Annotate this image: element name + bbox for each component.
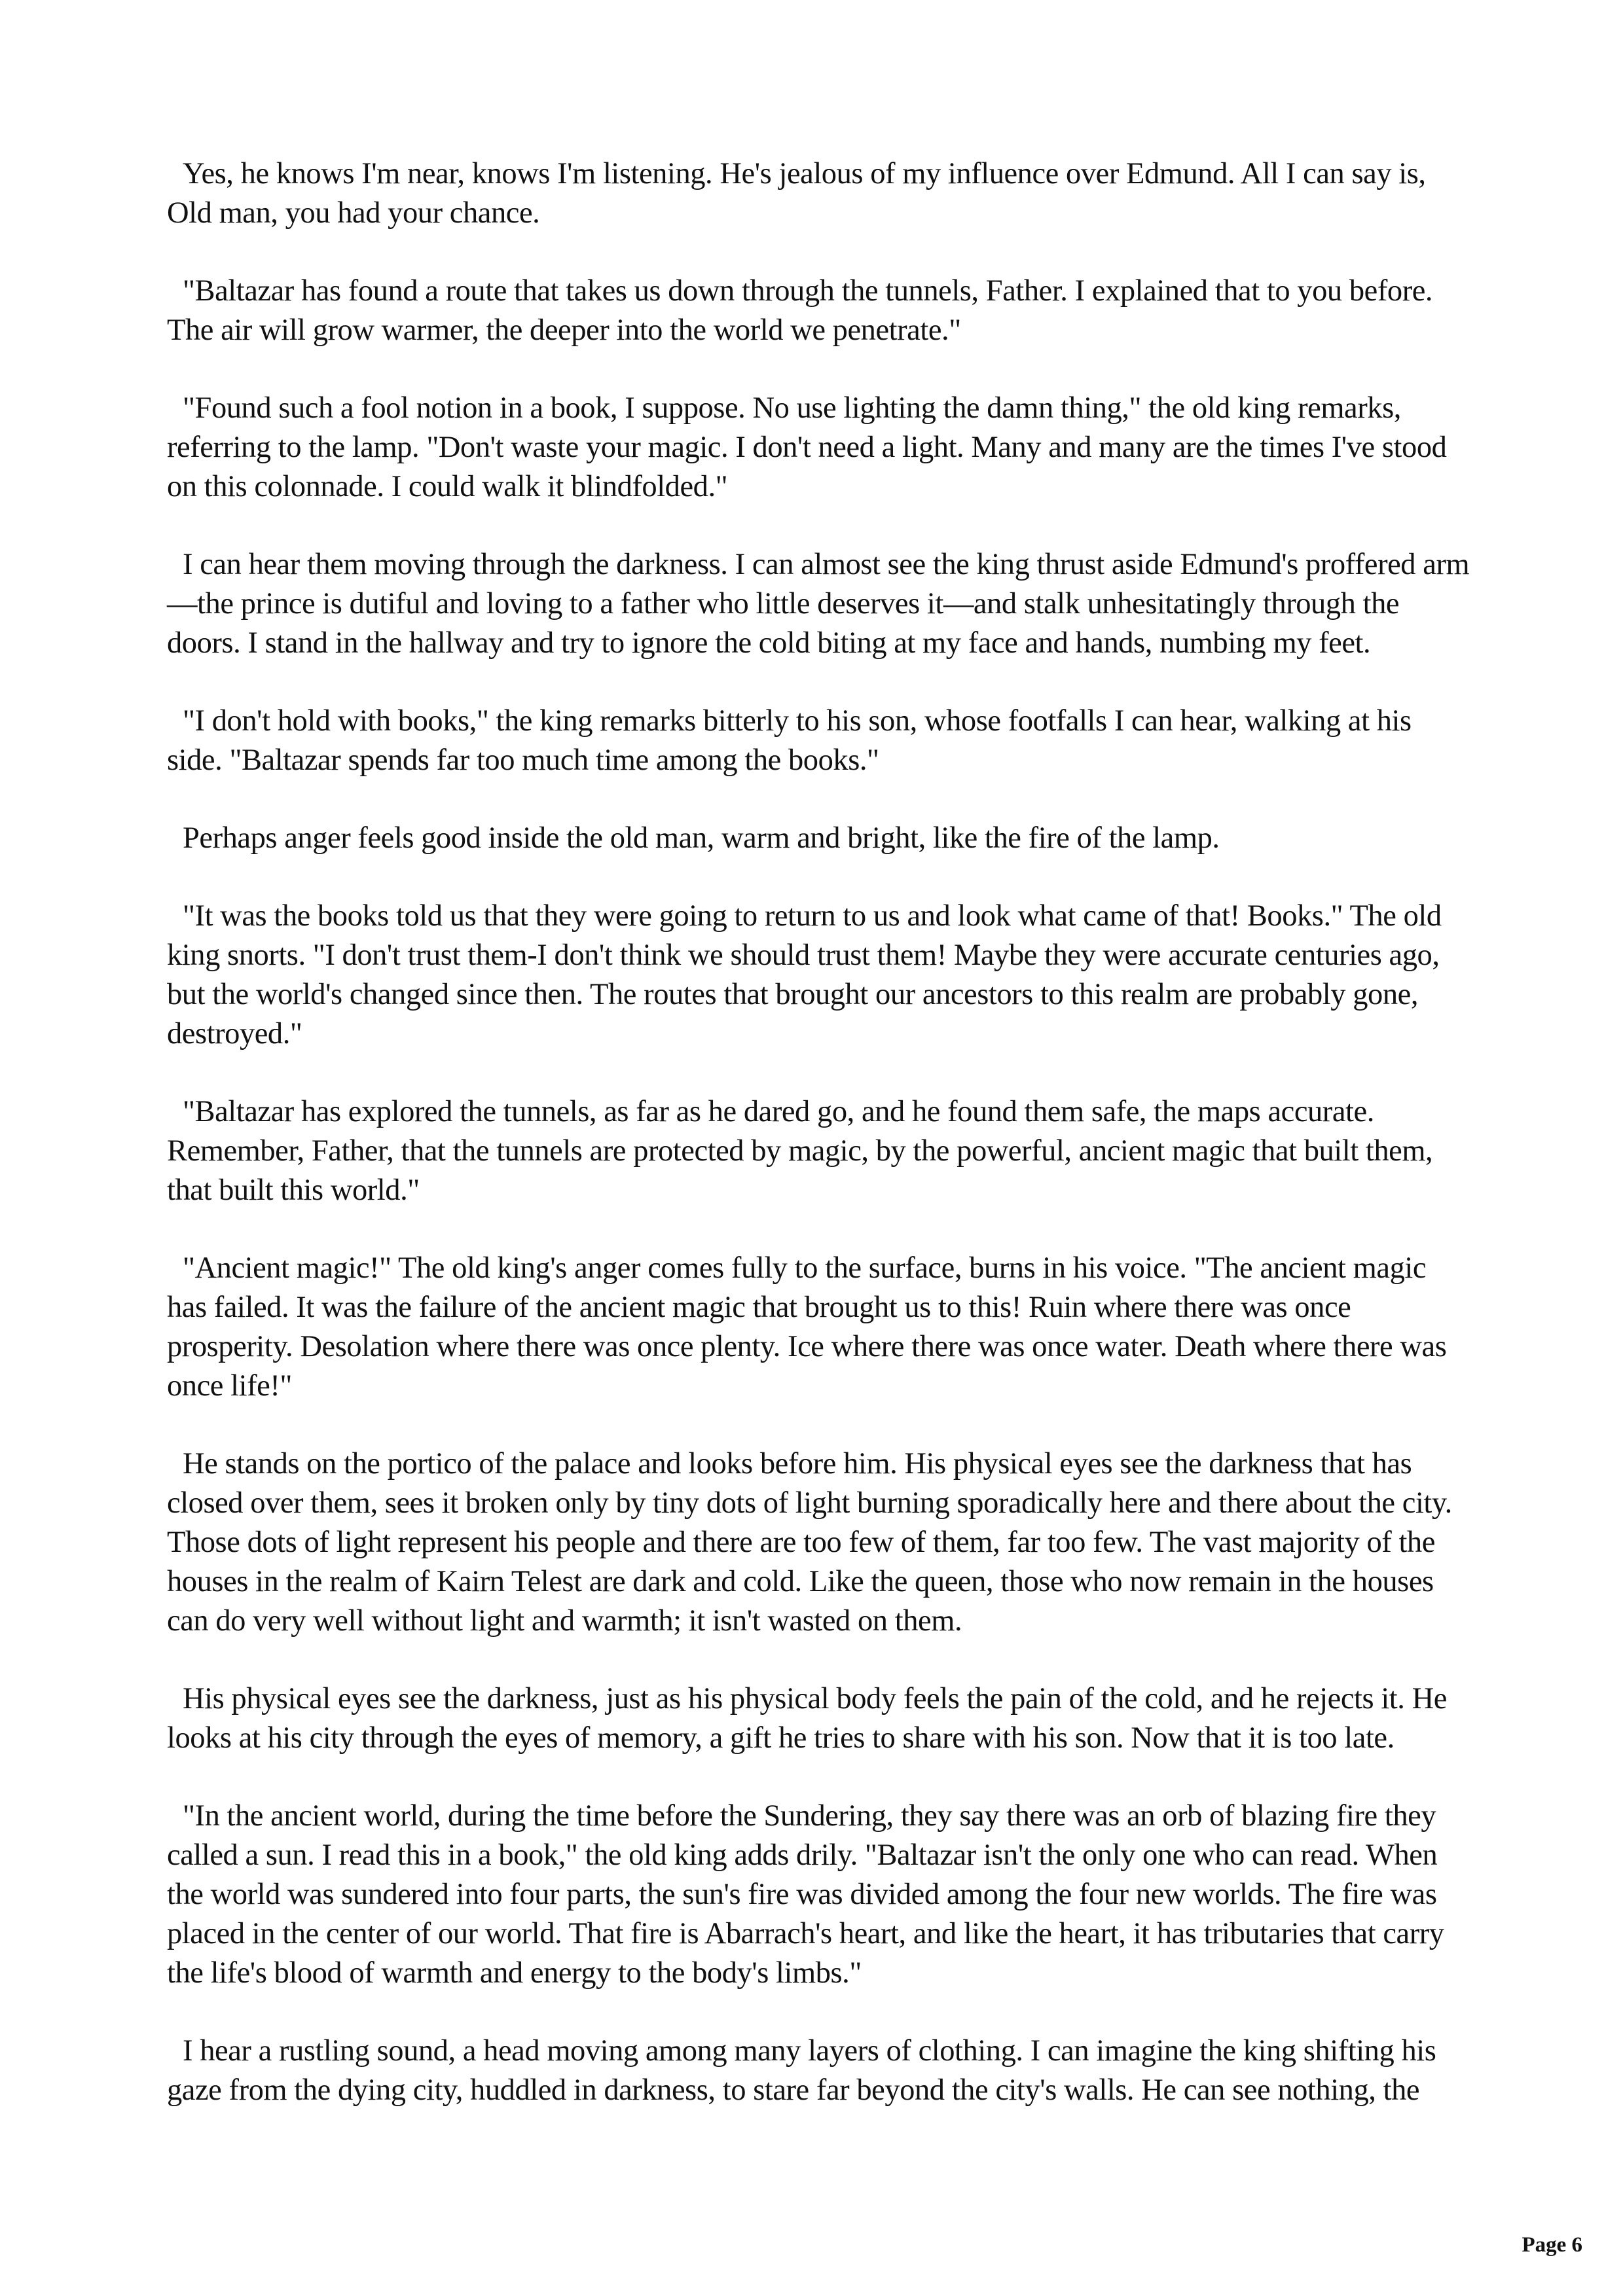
paragraph-6: Perhaps anger feels good inside the old man, warm and bright, like the fire of the lamp. bbox=[183, 821, 1220, 855]
paragraph-2: "Baltazar has found a route that takes us down through the tunnels, Father. I explained that to you before. The air will grow warmer, the deeper into the world we penetrate." bbox=[167, 274, 1433, 347]
paragraph-11: His physical eyes see the darkness, just as his physical body feels the pain of the cold, and he rejects it. He looks at his city through the eyes of memory, a gift he tries to share with his son. Now that it is too late. bbox=[167, 1682, 1447, 1755]
paragraph-8: "Baltazar has explored the tunnels, as far as he dared go, and he found them safe, the maps accurate. Remember, Father, that the tunnels are protected by magic, by the powerful, ancient magic that built them, that built this world." bbox=[167, 1095, 1433, 1207]
paragraph-1: Yes, he knows I'm near, knows I'm listening. He's jealous of my influence over Edmund. All I can say is, Old man, you had your chance. bbox=[167, 157, 1426, 230]
paragraph-9: "Ancient magic!" The old king's anger comes fully to the surface, burns in his voice. "The ancient magic has failed. It was the failure of the ancient magic that brought us to this! Ruin where there was once prosperity. Desolation where there was once plenty. Ice where there was once water. Death where there was once life!" bbox=[167, 1251, 1447, 1403]
body-text bbox=[167, 154, 1470, 2149]
paragraph-13: I hear a rustling sound, a head moving among many layers of clothing. I can imagine the king shifting his gaze from the dying city, huddled in darkness, to stare far beyond the city's walls. He can see nothing, the bbox=[167, 2034, 1436, 2107]
paragraph-5: "I don't hold with books," the king remarks bitterly to his son, whose footfalls I can hear, walking at his side. "Baltazar spends far too much time among the books." bbox=[167, 704, 1412, 777]
paragraph-10: He stands on the portico of the palace and looks before him. His physical eyes see the darkness that has closed over them, sees it broken only by tiny dots of light burning sporadically here and there about the city. Those dots of light represent his people and there are too few of them, far too few. The vast majority of the houses in the realm of Kairn Telest are dark and cold. Like the queen, those who now remain in the houses can do very well without light and warmth; it isn't wasted on them. bbox=[167, 1447, 1452, 1638]
paragraph-3: "Found such a fool notion in a book, I suppose. No use lighting the damn thing," the old king remarks, referring to the lamp. "Don't waste your magic. I don't need a light. Many and many are the times I've stood on this colonnade. I could walk it blindfolded." bbox=[167, 391, 1447, 503]
page-number: Page 6 bbox=[1522, 2233, 1582, 2257]
paragraph-12: "In the ancient world, during the time before the Sundering, they say there was an orb of blazing fire they called a sun. I read this in a book," the old king adds drily. "Baltazar isn't the only one who can read. When the world was sundered into four parts, the sun's fire was divided among the four new worlds. The fire was placed in the center of our world. That fire is Abarrach's heart, and like the heart, it has tributaries that carry the life's blood of warmth and energy to the body's limbs." bbox=[167, 1799, 1444, 1990]
paragraph-7: "It was the books told us that they were going to return to us and look what came of that! Books." The old king snorts. "I don't trust them-I don't think we should trust them! Maybe they were accurate centuries ago, but the world's changed since then. The routes that brought our ancestors to this realm are probably gone, destroyed." bbox=[167, 899, 1442, 1050]
paragraph-4: I can hear them moving through the darkness. I can almost see the king thrust aside Edmund's proffered arm—the prince is dutiful and loving to a father who little deserves it—and stalk unhesitatingly through the doors. I stand in the hallway and try to ignore the cold biting at my face and hands, numbing my feet. bbox=[167, 548, 1470, 660]
